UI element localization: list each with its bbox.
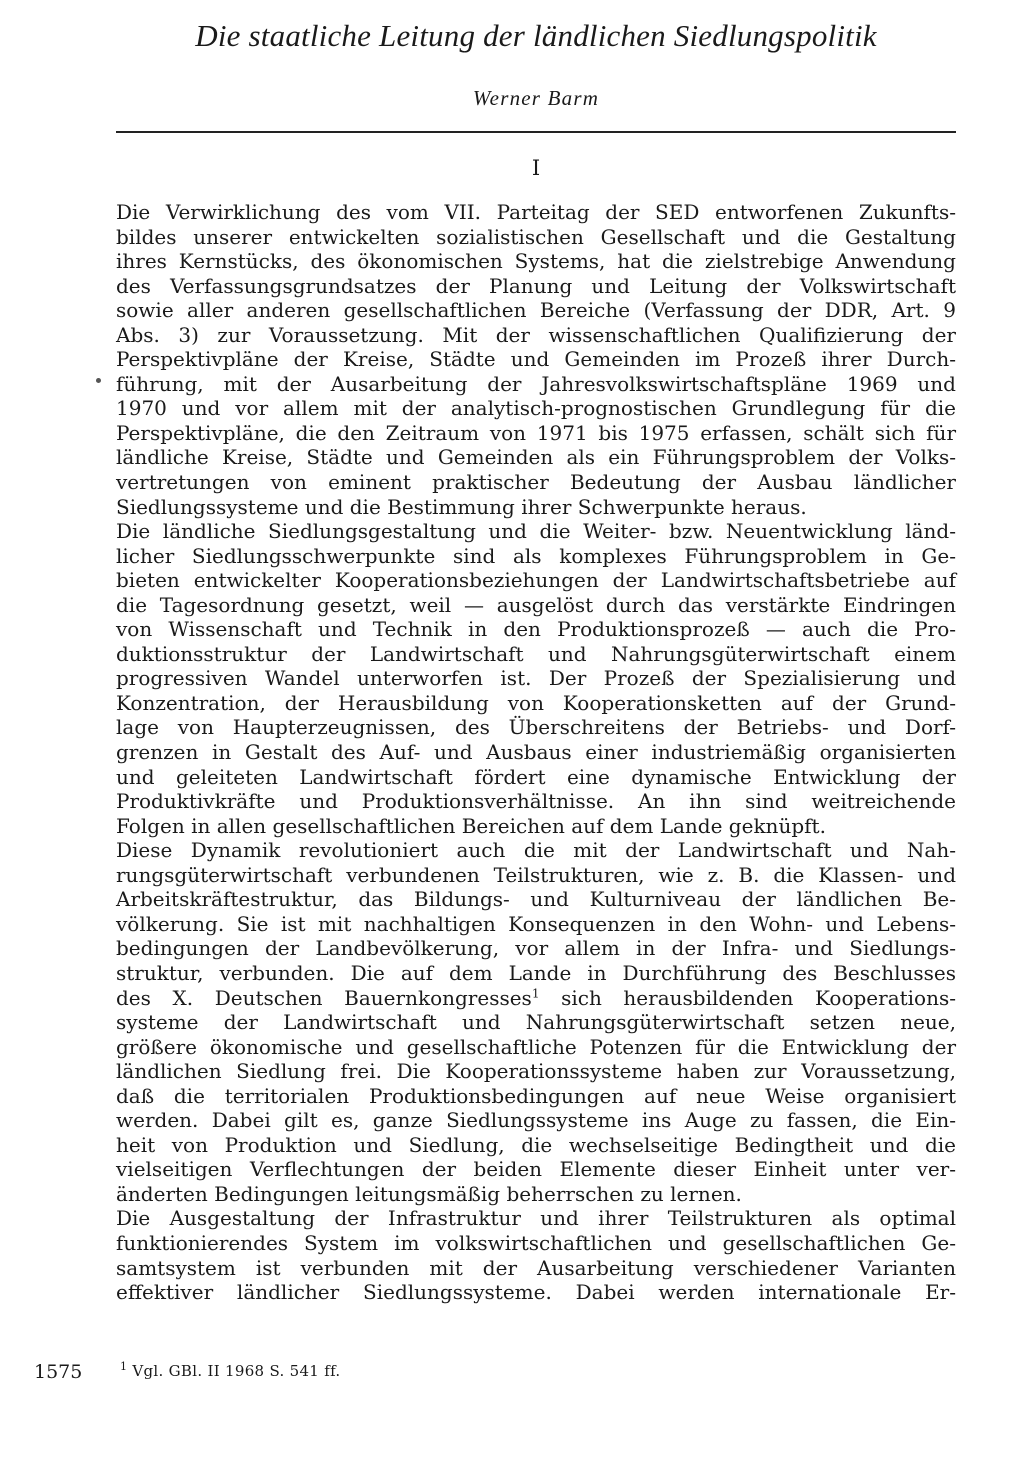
text-fragment: des X. Deutschen Bauernkongresses bbox=[116, 985, 532, 1010]
text-line: samtsystem ist verbunden mit der Ausarbeitung verschiedener Varianten bbox=[116, 1255, 956, 1280]
text-line: und geleiteten Landwirtschaft fördert eine dynamische Entwicklung der bbox=[116, 764, 956, 789]
text-line: grenzen in Gestalt des Auf- und Ausbaus einer industriemäßig organisierten bbox=[116, 740, 956, 765]
article-body bbox=[116, 200, 956, 1305]
text-line: struktur, verbunden. Die auf dem Lande in Durchführung des Beschlusses bbox=[116, 960, 956, 985]
section-number: I bbox=[531, 156, 541, 180]
text-line: heit von Produktion und Siedlung, die wechselseitige Bedingtheit und die bbox=[116, 1132, 956, 1157]
text-line: vielseitigen Verflechtungen der beiden Elemente dieser Einheit unter ver- bbox=[116, 1157, 956, 1182]
text-line: bieten entwickelter Kooperationsbeziehungen der Landwirtschaftsbetriebe auf bbox=[116, 568, 956, 593]
text-line: licher Siedlungsschwerpunkte sind als komplexes Führungsproblem in Ge- bbox=[116, 543, 956, 568]
footnote-marker: 1 bbox=[120, 1360, 128, 1373]
text-line: Arbeitskräftestruktur, das Bildungs- und Kulturniveau der ländlichen Be- bbox=[116, 887, 956, 912]
text-line: Abs. 3) zur Voraussetzung. Mit der wissenschaftlichen Qualifizierung der bbox=[116, 322, 956, 347]
text-line: des Verfassungsgrundsatzes der Planung und Leitung der Volkswirtschaft bbox=[116, 273, 956, 298]
text-line: die Tagesordnung gesetzt, weil — ausgelöst durch das verstärkte Eindringen bbox=[116, 592, 956, 617]
text-line: duktionsstruktur der Landwirtschaft und Nahrungsgüterwirtschaft einem bbox=[116, 641, 956, 666]
text-line: lage von Haupterzeugnissen, des Überschreitens der Betriebs- und Dorf- bbox=[116, 715, 956, 740]
text-line: änderten Bedingungen leitungsmäßig beherrschen zu lernen. bbox=[116, 1181, 742, 1206]
text-line: Folgen in allen gesellschaftlichen Bereichen auf dem Lande geknüpft. bbox=[116, 813, 826, 838]
text-line: Die Ausgestaltung der Infrastruktur und ihrer Teilstrukturen als optimal bbox=[116, 1206, 956, 1231]
text-line: vertretungen von eminent praktischer Bedeutung der Ausbau ländlicher bbox=[116, 470, 956, 495]
text-line: funktionierendes System im volkswirtschaftlichen und gesellschaftlichen Ge- bbox=[116, 1230, 956, 1255]
text-line: von Wissenschaft und Technik in den Produktionsprozeß — auch die Pro- bbox=[116, 617, 956, 642]
text-line: 1970 und vor allem mit der analytisch-prognostischen Grundlegung für die bbox=[116, 396, 956, 421]
text-line: progressiven Wandel unterworfen ist. Der Prozeß der Spezialisierung und bbox=[116, 666, 956, 691]
header-divider bbox=[116, 131, 956, 133]
text-line: Siedlungssysteme und die Bestimmung ihrer Schwerpunkte heraus. bbox=[116, 494, 807, 519]
text-line: Diese Dynamik revolutioniert auch die mit der Landwirtschaft und Nah- bbox=[116, 838, 956, 863]
text-line: bedingungen der Landbevölkerung, vor allem in der Infra- und Siedlungs- bbox=[116, 936, 956, 961]
text-line: Perspektivpläne, die den Zeitraum von 1971 bis 1975 erfassen, schält sich für bbox=[116, 420, 956, 445]
text-line: rungsgüterwirtschaft verbundenen Teilstrukturen, wie z. B. die Klassen- und bbox=[116, 862, 956, 887]
text-line: ländlichen Siedlung frei. Die Kooperationssysteme haben zur Voraussetzung, bbox=[116, 1059, 956, 1084]
text-line: Produktivkräfte und Produktionsverhältnisse. An ihn sind weitreichende bbox=[116, 789, 956, 814]
text-line: Die ländliche Siedlungsgestaltung und die Weiter- bzw. Neuentwicklung länd- bbox=[116, 519, 956, 544]
text-line: sowie aller anderen gesellschaftlichen Bereiche (Verfassung der DDR, Art. 9 bbox=[116, 298, 956, 323]
text-fragment: sich herausbildenden Kooperations- bbox=[539, 985, 956, 1010]
text-line: daß die territorialen Produktionsbedingungen auf neue Weise organisiert bbox=[116, 1083, 956, 1108]
article-title: Die staatliche Leitung der ländlichen Siedlungspolitik bbox=[195, 18, 877, 53]
text-line bbox=[116, 986, 956, 1011]
text-line: Perspektivpläne der Kreise, Städte und Gemeinden im Prozeß ihrer Durch- bbox=[116, 347, 956, 372]
author-name: Werner Barm bbox=[472, 86, 600, 110]
footnote-text: Vgl. GBl. II 1968 S. 541 ff. bbox=[127, 1362, 341, 1380]
text-line: bildes unserer entwickelten sozialistischen Gesellschaft und die Gestaltung bbox=[116, 224, 956, 249]
text-line: größere ökonomische und gesellschaftliche Potenzen für die Entwicklung der bbox=[116, 1034, 956, 1059]
footnote-reference: 1 bbox=[531, 985, 540, 1000]
text-line: ländliche Kreise, Städte und Gemeinden als ein Führungsproblem der Volks- bbox=[116, 445, 956, 470]
text-line: völkerung. Sie ist mit nachhaltigen Konsequenzen in den Wohn- und Lebens- bbox=[116, 911, 956, 936]
page-number: 1575 bbox=[34, 1361, 83, 1383]
footnote bbox=[120, 1362, 340, 1380]
text-line: effektiver ländlicher Siedlungssysteme. Dabei werden internationale Er- bbox=[116, 1280, 956, 1305]
text-line: werden. Dabei gilt es, ganze Siedlungssysteme ins Auge zu fassen, die Ein- bbox=[116, 1108, 956, 1133]
print-speck bbox=[96, 378, 101, 383]
text-line: führung, mit der Ausarbeitung der Jahresvolkswirtschaftspläne 1969 und bbox=[116, 371, 956, 396]
text-line: ihres Kernstücks, des ökonomischen Systems, hat die zielstrebige Anwendung bbox=[116, 249, 956, 274]
text-line: Konzentration, der Herausbildung von Kooperationsketten auf der Grund- bbox=[116, 690, 956, 715]
text-line: Die Verwirklichung des vom VII. Parteitag der SED entworfenen Zukunfts- bbox=[116, 200, 956, 224]
text-line: systeme der Landwirtschaft und Nahrungsgüterwirtschaft setzen neue, bbox=[116, 1010, 956, 1035]
